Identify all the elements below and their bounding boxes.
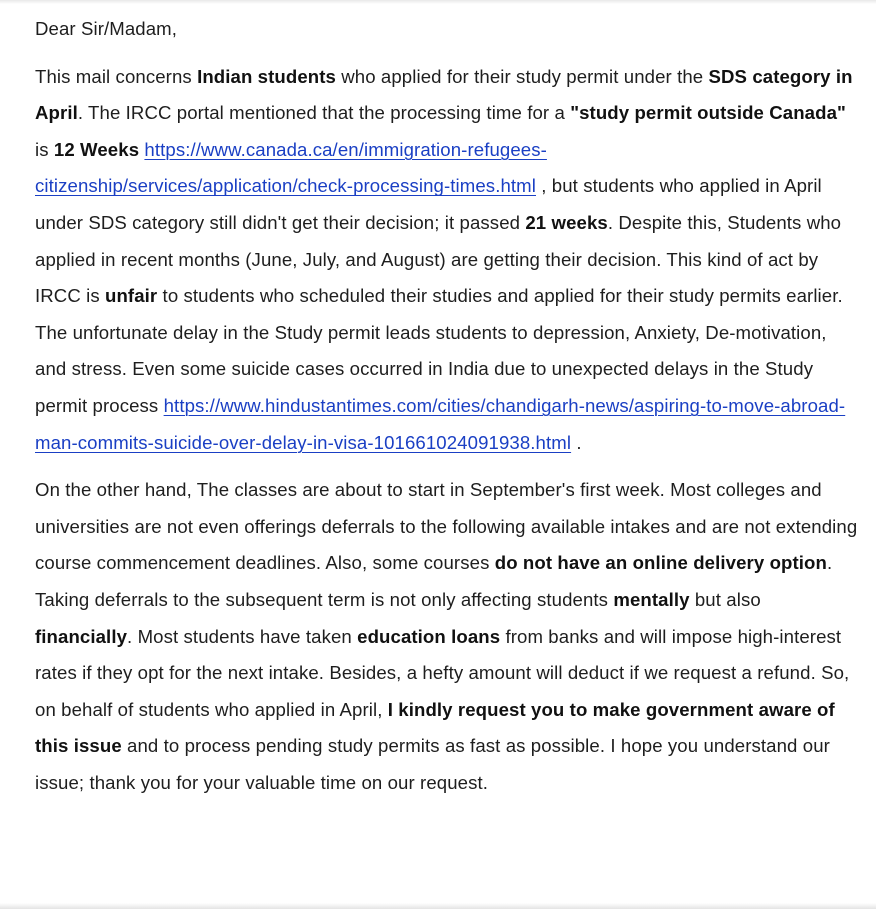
link-news-article[interactable]: https://www.hindustantimes.com/cities/chandigarh-news/aspiring-to-move-abroad-man-commits-suicide-over-delay-in-visa-101661024091938.html <box>35 394 846 453</box>
paragraph-2 <box>35 472 861 801</box>
p1-text-9: . <box>571 431 582 453</box>
link-processing-times[interactable]: https://www.canada.ca/en/immigration-refugees-citizenship/services/application/check-processing-times.html <box>35 138 547 197</box>
p2-text-5: from banks and will impose high-interest rates if they opt for the next intake. Besides, a hefty amount will deduct if we request a refund. So, on behalf of students who applied in April, <box>35 625 850 720</box>
p2-text-6: and to process pending study permits as fast as possible. I hope you understand our issue; thank you for your valuable time on our request. <box>35 735 830 793</box>
email-body <box>35 11 861 812</box>
p1-bold-12-weeks: 12 Weeks <box>53 138 140 160</box>
p1-bold-study-permit: "study permit outside Canada" <box>570 102 846 124</box>
p1-text-8: to students who scheduled their studies and applied for their study permits earlier. The unfortunate delay in the Study permit leads students to depression, Anxiety, De-motivation, and stress. Even some suicide cases occurred in India due to unexpected delays in the Study permit process <box>35 285 843 416</box>
p1-text-2: who applied for their study permit under the <box>335 65 709 87</box>
salutation: Dear Sir/Madam, <box>35 18 178 39</box>
p1-bold-indian-students: Indian students <box>197 65 336 87</box>
p2-bold-online-delivery: do not have an online delivery option <box>494 552 827 574</box>
p1-text-4: is <box>35 138 54 160</box>
bottom-edge-divider <box>0 903 876 909</box>
p1-text-7: . Despite this, Students who applied in recent months (June, July, and August) are getting their decision. This kind of act by IRCC is <box>35 211 842 307</box>
p1-text-6: , but students who applied in April under SDS category still didn't get their decision; it passed <box>35 175 822 233</box>
p1-bold-21-weeks: 21 weeks <box>525 211 608 233</box>
p1-bold-sds-category: SDS category in April <box>35 65 853 124</box>
p2-text-4: . Most students have taken <box>127 625 358 647</box>
p2-bold-financially: financially <box>35 625 128 647</box>
p2-bold-mentally: mentally <box>613 588 690 610</box>
top-edge-divider <box>0 0 876 4</box>
p2-text-3: but also <box>689 588 761 610</box>
p2-text-2: . Taking deferrals to the subsequent term is not only affecting students <box>35 552 833 610</box>
paragraph-1 <box>35 59 861 462</box>
p2-bold-education-loans: education loans <box>357 625 501 647</box>
p1-text-1: This mail concerns <box>35 65 198 87</box>
p2-text-1: On the other hand, The classes are about to start in September's first week. Most colleges and universities are not even offerings deferrals to the following available intakes and are not extending course commencement deadlines. Also, some courses <box>35 479 858 574</box>
p1-text-3: . The IRCC portal mentioned that the processing time for a <box>77 102 571 124</box>
p1-bold-unfair: unfair <box>105 285 158 307</box>
p2-bold-request: I kindly request you to make government aware of this issue <box>35 698 835 757</box>
